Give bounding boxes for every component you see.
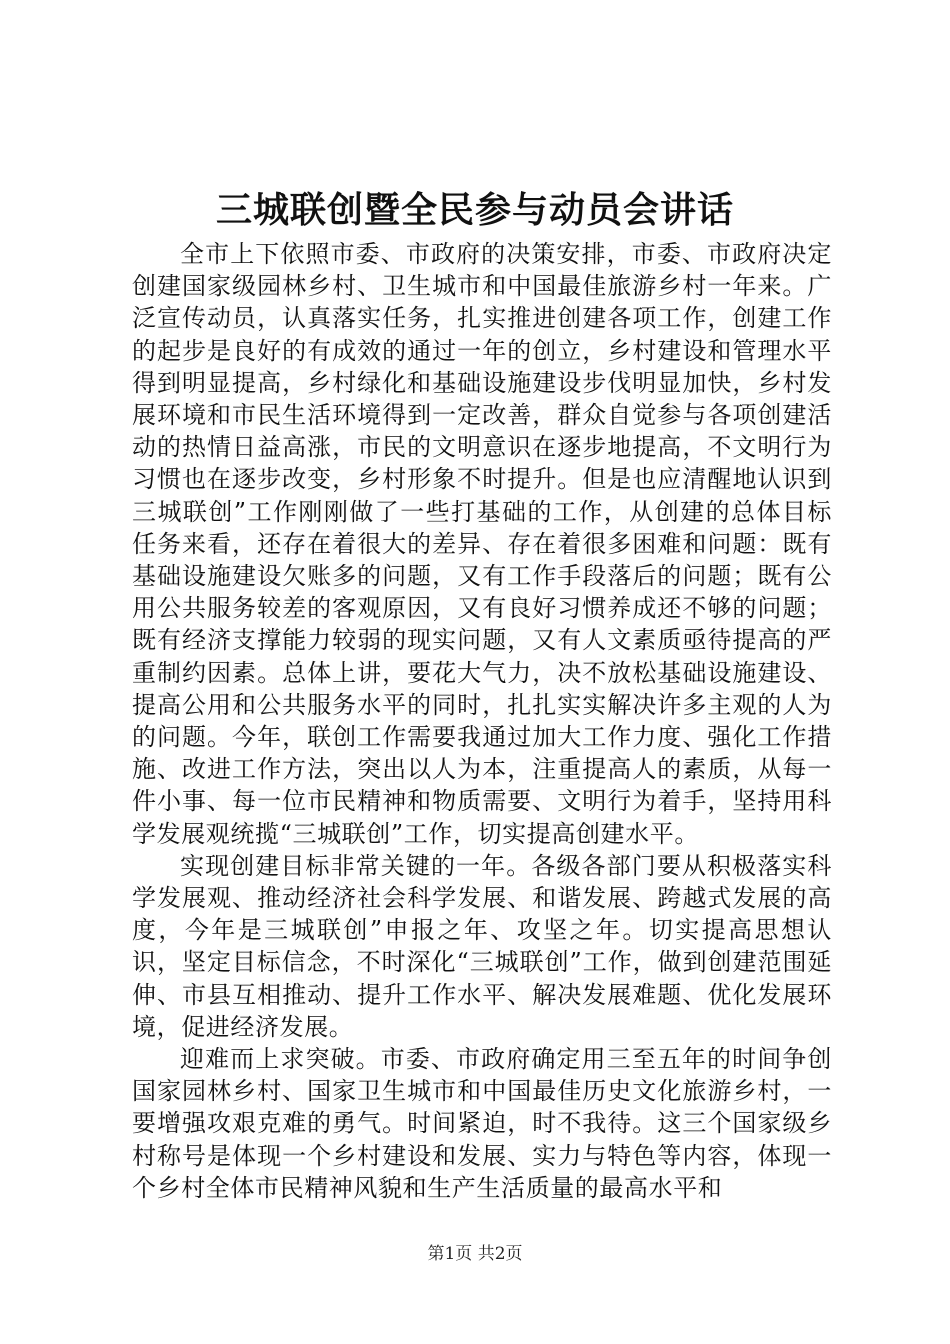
document-title: 三城联创暨全民参与动员会讲话 [215, 189, 734, 231]
body-paragraph-3: 迎难而上求突破。市委、市政府确定用三至五年的时间争创国家园林乡村、国家卫生城市和中国最佳历史文化旅游乡村，一要增强攻艰克难的勇气。时间紧迫，时不我待。这三个国家级乡村称号是体现一个乡村建设和发展、实力与特色等内容，体现一个乡村全体市民精神风貌和生产生活质量的最高水平和 [132, 1045, 832, 1202]
document-body [132, 238, 832, 1204]
page-footer: 第1页 共2页 [427, 1244, 523, 1264]
body-paragraph-1: 全市上下依照市委、市政府的决策安排，市委、市政府决定创建国家级园林乡村、卫生城市和中国最佳旅游乡村一年来。广泛宣传动员，认真落实任务，扎实推进创建各项工作，创建工作的起步是良好的有成效的通过一年的创立，乡村建设和管理水平得到明显提高，乡村绿化和基础设施建设步伐明显加快，乡村发展环境和市民生活环境得到一定改善，群众自觉参与各项创建活动的热情日益高涨，市民的文明意识在逐步地提高，不文明行为习惯也在逐步改变，乡村形象不时提升。但是也应清醒地认识到三城联创”工作刚刚做了一些打基础的工作，从创建的总体目标任务来看，还存在着很大的差异、存在着很多困难和问题：既有基础设施建设欠账多的问题，又有工作手段落后的问题；既有公用公共服务较差的客观原因，又有良好习惯养成还不够的问题；既有经济支撑能力较弱的现实问题，又有人文素质亟待提高的严重制约因素。总体上讲，要花大气力，决不放松基础设施建设、提高公用和公共服务水平的同时，扎扎实实解决许多主观的人为的问题。今年，联创工作需要我通过加大工作力度、强化工作措施、改进工作方法，突出以人为本，注重提高人的素质，从每一件小事、每一位市民精神和物质需要、文明行为着手，坚持用科学发展观统揽“三城联创”工作，切实提高创建水平。 [132, 240, 832, 848]
body-paragraph-2: 实现创建目标非常关键的一年。各级各部门要从积极落实科学发展观、推动经济社会科学发展、和谐发展、跨越式发展的高度，今年是三城联创”申报之年、攻坚之年。切实提高思想认识，坚定目标信念，不时深化“三城联创”工作，做到创建范围延伸、市县互相推动、提升工作水平、解决发展难题、优化发展环境，促进经济发展。 [132, 851, 832, 1041]
